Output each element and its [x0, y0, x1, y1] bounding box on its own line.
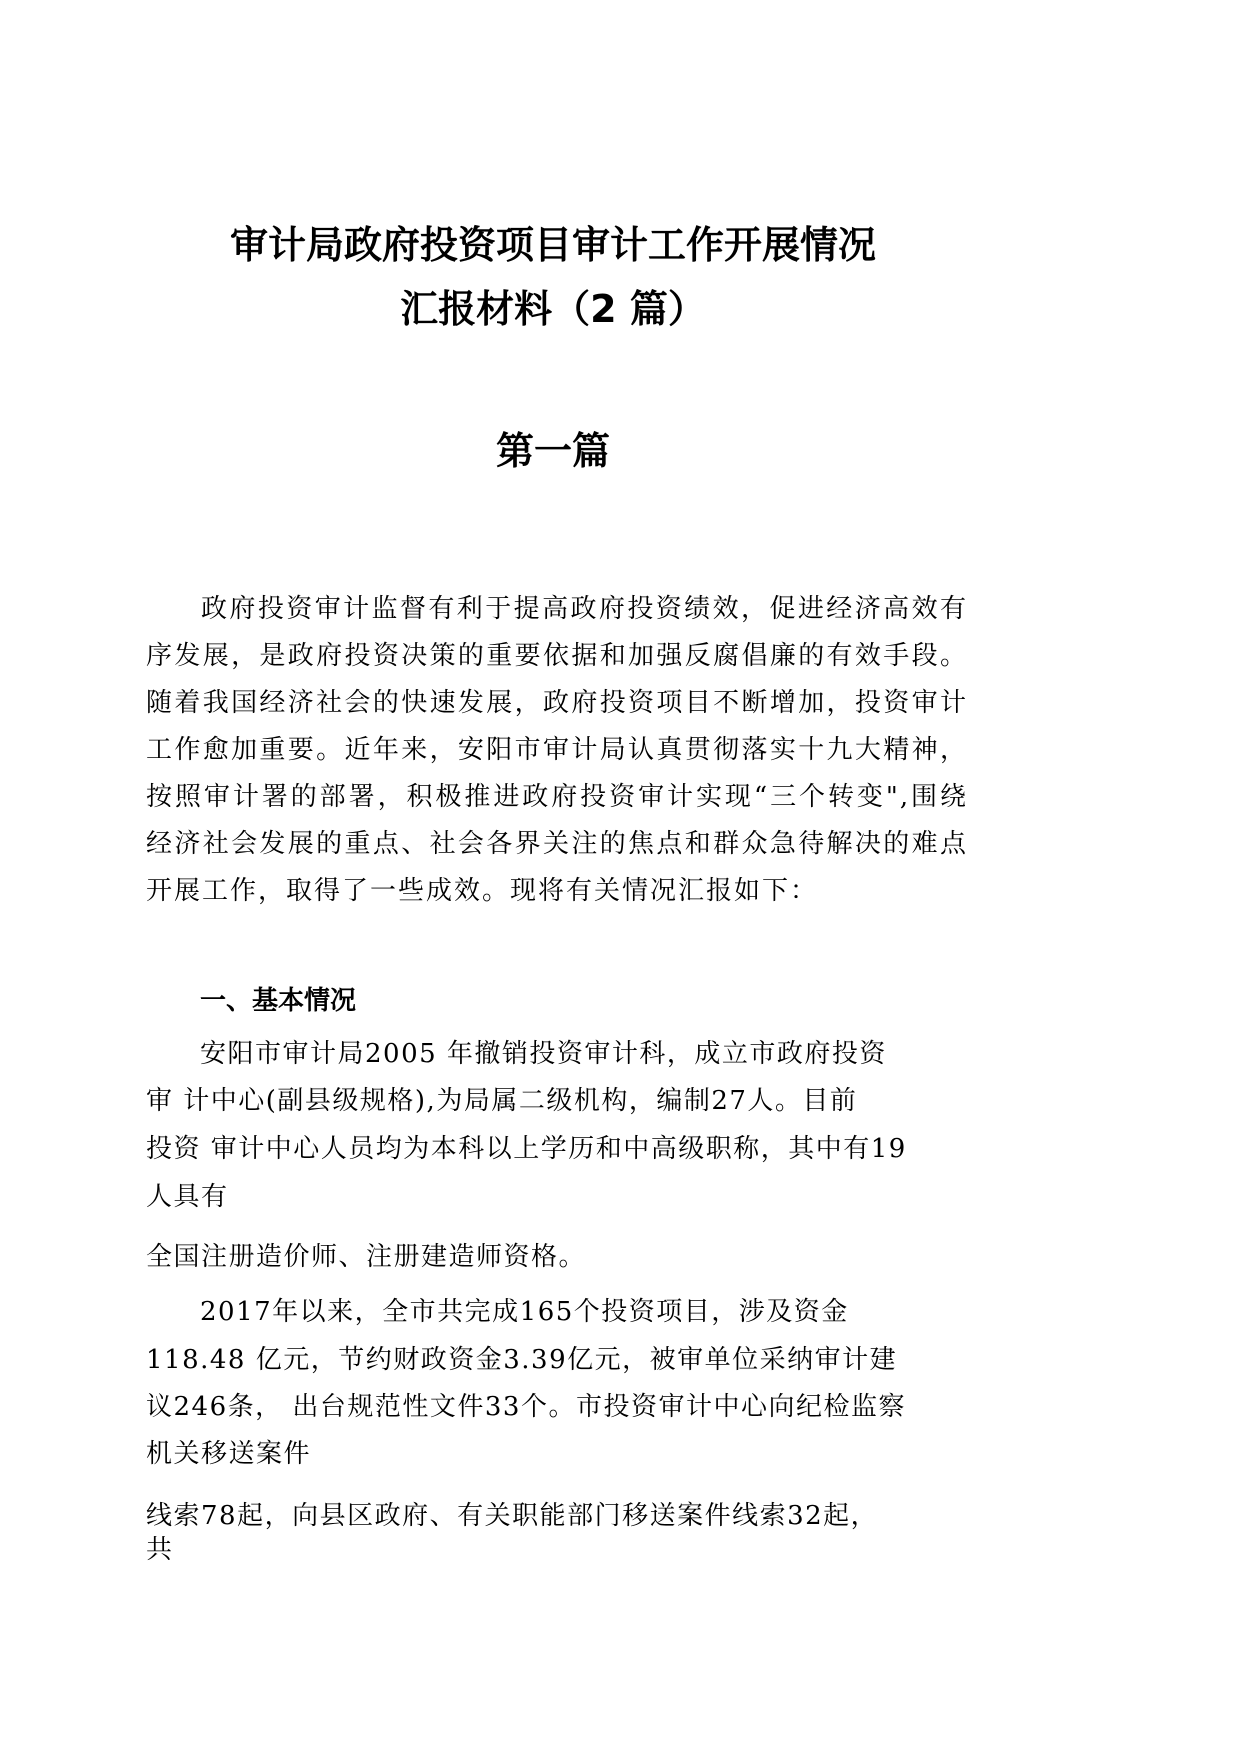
section1-p2-line-5: 线索78起，向县区政府、有关职能部门移送案件线索32起， [146, 1501, 879, 1531]
section1-p2-line-1: 2017年以来，全市共完成165个投资项目，涉及资金 [200, 1297, 849, 1327]
section-heading-basic-info: 一、基本情况 [200, 986, 357, 1016]
intro-paragraph: 政府投资审计监督有利于提高政府投资绩效，促进经济高效有序发展，是政府投资决策的重要依据和加强反腐倡廉的有效手段。随着我国经济社会的快速发展，政府投资项目不断增加，投资审计工作愈加重要。近年来，安阳市审计局认真贯彻落实十九大精神，按照审计署的部署，积极推进政府投资审计实现“三个转变",围绕经济社会发展的重点、社会各界关注的焦点和群众急待解决的难点开展工作，取得了一些成效。现将有关情况汇报如下： [146, 594, 968, 906]
section1-p1-line-5: 全国注册造价师、注册建造师资格。 [146, 1242, 587, 1272]
document-title-line-2: 汇报材料（2 篇） [400, 287, 706, 331]
chapter-heading: 第一篇 [495, 429, 610, 473]
section1-p2-line-6: 共 [146, 1535, 174, 1565]
section1-p2-line-4: 机关移送案件 [146, 1439, 312, 1469]
section1-p1-line-4: 人具有 [146, 1182, 229, 1212]
section1-p1-line-3: 投资 审计中心人员均为本科以上学历和中高级职称，其中有19 [146, 1134, 907, 1164]
section1-p2-line-3: 议246条， 出台规范性文件33个。市投资审计中心向纪检监察 [146, 1392, 906, 1422]
section1-p1-line-2: 审 计中心(副县级规格),为局属二级机构，编制27人。目前 [146, 1086, 858, 1116]
section1-p1-line-1: 安阳市审计局2005 年撤销投资审计科，成立市政府投资 [200, 1039, 887, 1069]
document-title-line-1: 审计局政府投资项目审计工作开展情况 [229, 223, 876, 267]
section1-p2-line-2: 118.48 亿元，节约财政资金3.39亿元，被审单位采纳审计建 [146, 1345, 898, 1375]
